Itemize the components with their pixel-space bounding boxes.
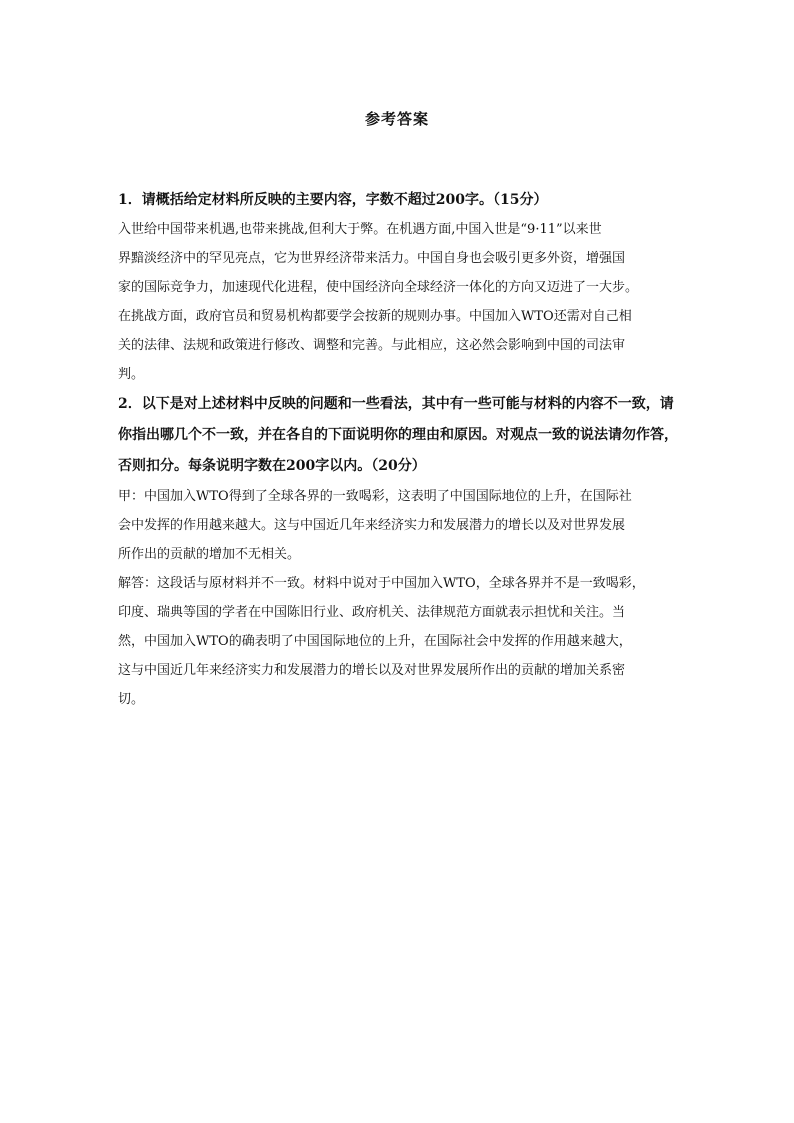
question-2-line: 否则扣分。每条说明字数在200字以内。（20分） [118,458,426,474]
statement-jia [118,482,680,569]
answer-1-line: 在挑战方面，政府官员和贸易机构都要学会按新的规则办事。中国加入WTO还需对自己相 [118,309,632,324]
answer-2-line: 切。 [118,692,145,707]
statement-line: 所作出的贡献的增加不无相关。 [118,547,301,562]
question-2-line: 你指出哪几个不一致，并在各自的下面说明你的理由和原因。对观点一致的说法请勿作答， [118,427,678,443]
answer-2-line: 解答：这段话与原材料并不一致。材料中说对于中国加入WTO，全球各界并不是一致喝彩， [118,576,645,591]
question-1 [118,186,680,215]
answer-1 [118,215,680,389]
answer-2-line: 这与中国近几年来经济实力和发展潜力的增长以及对世界发展所作出的贡献的增加关系密 [118,663,626,678]
page-title: 参考答案 [364,110,429,128]
statement-line: 会中发挥的作用越来越大。这与中国近几年来经济实力和发展潜力的增长以及对世界发展 [118,518,626,533]
answer-1-line: 入世给中国带来机遇,也带来挑战,但利大于弊。在机遇方面,中国入世是“9·11”以来世 [118,222,602,237]
document-body [118,186,680,714]
question-2 [118,389,680,482]
statement-line: 甲：中国加入WTO得到了全球各界的一致喝彩，这表明了中国国际地位的上升，在国际社 [118,489,632,504]
answer-1-line: 界黯淡经济中的罕见亮点，它为世界经济带来活力。中国自身也会吸引更多外资，增强国 [118,251,626,266]
question-2-line: 2．以下是对上述材料中反映的问题和一些看法，其中有一些可能与材料的内容不一致，请 [118,396,674,412]
answer-1-line: 关的法律、法规和政策进行修改、调整和完善。与此相应，这必然会影响到中国的司法审 [118,338,626,353]
answer-2-line: 印度、瑞典等国的学者在中国陈旧行业、政府机关、法律规范方面就表示担忧和关注。当 [118,605,626,620]
answer-2-line: 然，中国加入WTO的确表明了中国国际地位的上升，在国际社会中发挥的作用越来越大， [118,634,632,649]
question-1-line: 1．请概括给定材料所反映的主要内容，字数不超过200字。（15分） [118,192,548,208]
answer-1-line: 家的国际竞争力，加速现代化进程，使中国经济向全球经济一体化的方向又迈进了一大步。 [118,280,639,295]
answer-2 [118,569,680,714]
answer-1-line: 判。 [118,367,145,382]
